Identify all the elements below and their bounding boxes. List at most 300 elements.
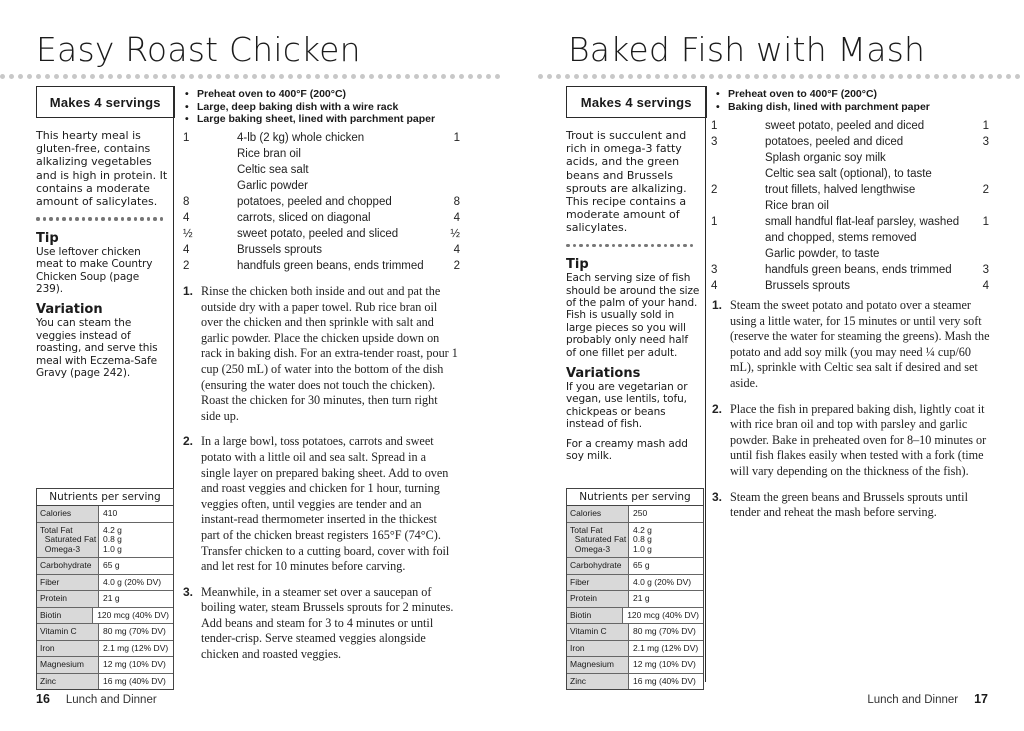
divider-dot xyxy=(683,244,687,248)
divider-dot xyxy=(952,74,957,79)
ingredient-row xyxy=(183,226,460,242)
nutrient-row xyxy=(37,608,173,625)
nutrient-value: 21 g xyxy=(103,593,120,603)
divider-dot xyxy=(754,74,759,79)
nutrient-row xyxy=(567,523,703,559)
step-number: 3. xyxy=(183,584,194,599)
divider-dot xyxy=(625,244,629,248)
method-step xyxy=(183,585,458,663)
ingredient-row xyxy=(711,198,989,214)
nutrient-value: 65 g xyxy=(103,560,120,570)
nutrient-label: Carbohydrate xyxy=(37,558,99,574)
step-number: 2. xyxy=(712,401,723,416)
divider-dot xyxy=(49,217,53,221)
nutrient-label: Carbohydrate xyxy=(567,558,629,574)
nutrient-row xyxy=(567,657,703,674)
divider-dot xyxy=(225,74,230,79)
ingredient-row xyxy=(183,258,460,274)
nutrient-row xyxy=(567,641,703,658)
ingredient-row xyxy=(711,214,989,246)
equipment-item: • Baking dish, lined with parchment paper xyxy=(714,101,930,114)
ingredient-row xyxy=(183,194,460,210)
divider-dot xyxy=(655,74,660,79)
ingredient-name: potatoes, peeled and diced xyxy=(765,136,904,148)
divider-dot xyxy=(288,74,293,79)
divider-dot xyxy=(147,217,151,221)
ingredient-name: Rice bran oil xyxy=(237,148,301,160)
ingredient-quantity: ½ xyxy=(183,228,193,240)
nutrient-label: Total Fat Saturated Fat Omega-3 xyxy=(567,523,629,558)
nutrient-row xyxy=(567,674,703,690)
divider-dot xyxy=(709,74,714,79)
divider-dot xyxy=(351,74,356,79)
divider-dot xyxy=(808,74,813,79)
divider-dot xyxy=(450,74,455,79)
method-steps xyxy=(183,284,458,673)
nutrient-row xyxy=(37,624,173,641)
divider-dot xyxy=(670,244,674,248)
divider-dot xyxy=(234,74,239,79)
nutrient-value: 16 mg (40% DV) xyxy=(103,675,166,686)
nutrient-label: Fiber xyxy=(567,575,629,591)
divider-dot xyxy=(441,74,446,79)
divider-dot xyxy=(898,74,903,79)
divider-dot xyxy=(162,74,167,79)
divider-dot xyxy=(189,74,194,79)
divider-dot xyxy=(657,244,661,248)
divider-dot xyxy=(916,74,921,79)
servings-box: Makes 4 servings xyxy=(36,86,175,118)
divider-dot xyxy=(140,217,144,221)
divider-dot xyxy=(1015,74,1020,79)
divider-dot xyxy=(36,217,40,221)
method-step xyxy=(712,298,990,392)
divider-dot xyxy=(279,74,284,79)
nutrient-value: 80 mg (70% DV) xyxy=(633,626,696,636)
nutrient-value: 2.1 mg (12% DV) xyxy=(633,642,699,653)
divider-dot xyxy=(121,217,125,221)
tip-heading: Tip xyxy=(566,257,589,273)
nutrient-label: Fiber xyxy=(37,575,99,591)
nutrient-value: 80 mg (70% DV) xyxy=(103,626,166,636)
divider-dot xyxy=(673,74,678,79)
divider-dot xyxy=(171,74,176,79)
ingredient-quantity: 2 xyxy=(183,260,190,272)
divider-dot xyxy=(108,217,112,221)
ingredient-quantity xyxy=(183,146,237,162)
divider-dot xyxy=(261,74,266,79)
page-number: 16 xyxy=(36,692,50,706)
divider-dot xyxy=(27,74,32,79)
nutrient-value: 12 mg (10% DV) xyxy=(103,659,166,669)
divider-dot xyxy=(677,244,681,248)
ingredient-name: Splash organic soy milk xyxy=(765,152,886,164)
divider-dot xyxy=(153,217,157,221)
divider-dot xyxy=(691,74,696,79)
divider-dot xyxy=(853,74,858,79)
nutrient-label: Vitamin C xyxy=(567,624,629,640)
divider-dot xyxy=(817,74,822,79)
nutrients-heading: Nutrients per serving xyxy=(37,489,173,506)
ingredient-quantity-alt xyxy=(436,162,460,178)
divider-dot xyxy=(664,74,669,79)
ingredient-quantity xyxy=(183,162,237,178)
divider-dot xyxy=(889,74,894,79)
variation-heading: Variation xyxy=(36,302,103,318)
ingredient-name: handfuls green beans, ends trimmed xyxy=(765,264,952,276)
divider-dot xyxy=(538,74,543,79)
divider-dot xyxy=(432,74,437,79)
divider-dot xyxy=(619,74,624,79)
nutrient-label: Magnesium xyxy=(37,657,99,673)
divider-dot xyxy=(628,74,633,79)
tip-heading: Tip xyxy=(36,230,59,246)
divider-dot xyxy=(114,217,118,221)
divider-dot xyxy=(1006,74,1011,79)
ingredient-row xyxy=(711,246,989,262)
divider-dot xyxy=(583,74,588,79)
nutrient-row xyxy=(37,558,173,575)
divider-dot xyxy=(727,74,732,79)
divider-dot xyxy=(459,74,464,79)
variation-text: If you are vegetarian or vegan, use lentils, tofu, chickpeas or beans instead of fish. xyxy=(566,380,688,431)
ingredient-row xyxy=(183,130,460,146)
divider-dot xyxy=(772,74,777,79)
ingredient-quantity-alt xyxy=(965,150,989,166)
divider-dot xyxy=(252,74,257,79)
divider-dot xyxy=(216,74,221,79)
sidebar-divider xyxy=(566,244,696,248)
nutrient-label: Iron xyxy=(567,641,629,657)
ingredient-row xyxy=(711,166,989,182)
ingredient-quantity-alt xyxy=(436,146,460,162)
divider-dot xyxy=(790,74,795,79)
divider-dot xyxy=(826,74,831,79)
nutrient-value: 120 mcg (40% DV) xyxy=(97,609,169,620)
divider-dot xyxy=(605,244,609,248)
divider-dot xyxy=(134,217,138,221)
divider-dot xyxy=(547,74,552,79)
divider-dot xyxy=(618,244,622,248)
divider-dot xyxy=(566,244,570,248)
nutrient-value: 4.2 g 0.8 g 1.0 g xyxy=(103,524,122,554)
ingredient-name: Rice bran oil xyxy=(765,200,829,212)
divider-dot xyxy=(324,74,329,79)
divider-dot xyxy=(333,74,338,79)
divider-dot xyxy=(342,74,347,79)
ingredient-row xyxy=(183,178,460,194)
nutrient-value: 16 mg (40% DV) xyxy=(633,675,696,686)
divider-dot xyxy=(592,74,597,79)
divider-dot xyxy=(36,74,41,79)
divider-dot xyxy=(297,74,302,79)
nutrient-row xyxy=(37,657,173,674)
nutrient-label: Total Fat Saturated Fat Omega-3 xyxy=(37,523,99,558)
divider-dot xyxy=(745,74,750,79)
ingredient-quantity-alt: 3 xyxy=(982,136,989,148)
divider-dot xyxy=(378,74,383,79)
ingredient-quantity-alt xyxy=(436,178,460,194)
intro-text: Trout is succulent and rich in omega-3 fatty acids, and the green beans and Brussels sprouts are alkalizing. This recipe contains a moderate amount of salicylates. xyxy=(566,129,687,235)
ingredient-name: sweet potato, peeled and diced xyxy=(765,120,925,132)
divider-dot xyxy=(763,74,768,79)
step-number: 1. xyxy=(183,284,194,298)
ingredient-row xyxy=(711,262,989,278)
nutrient-value: 250 xyxy=(633,508,648,518)
step-text: Steam the green beans and Brussels sprouts until tender and reheat the mash before serving. xyxy=(730,489,968,520)
divider-dot xyxy=(387,74,392,79)
ingredient-quantity-alt: 1 xyxy=(453,132,460,144)
sidebar-divider xyxy=(36,217,166,221)
ingredient-quantity-alt xyxy=(965,198,989,214)
nutrient-label: Calories xyxy=(37,506,99,522)
ingredient-row xyxy=(183,146,460,162)
page-number: 17 xyxy=(974,692,988,706)
page-footer xyxy=(36,692,157,706)
nutrient-row xyxy=(37,641,173,658)
nutrient-label: Zinc xyxy=(567,674,629,690)
divider-dot xyxy=(486,74,491,79)
ingredient-row xyxy=(711,278,989,294)
section-name: Lunch and Dinner xyxy=(867,694,959,706)
method-step xyxy=(712,402,990,480)
step-text: Steam the sweet potato and potato over a steamer using a little water, for 15 minutes or until very soft (reserve the water for steaming the greens). Mash the potato and add soy milk (you may need ¼ cup/60 mL), sprinkle with Celtic sea salt if desired and set aside. xyxy=(730,298,990,390)
ingredient-name: carrots, sliced on diagonal xyxy=(237,212,371,224)
divider-dot xyxy=(127,217,131,221)
divider-dot xyxy=(979,74,984,79)
divider-dot xyxy=(18,74,23,79)
nutrient-row xyxy=(37,591,173,608)
divider-dot xyxy=(108,74,113,79)
divider-dot xyxy=(565,74,570,79)
nutrients-table xyxy=(36,488,174,690)
divider-dot xyxy=(880,74,885,79)
divider-dot xyxy=(56,217,60,221)
step-text: Meanwhile, in a steamer set over a saucepan of boiling water, steam Brussels sprouts for 2 minutes. Add beans and steam for 3 to 4 minutes or until tender-crisp. Serve steamed veggies alongside chicken and roasted veggies. xyxy=(201,584,454,662)
divider-dot xyxy=(637,74,642,79)
divider-dot xyxy=(423,74,428,79)
divider-dot xyxy=(88,217,92,221)
divider-dot xyxy=(736,74,741,79)
divider-dot xyxy=(961,74,966,79)
ingredient-quantity-alt: 1 xyxy=(982,216,989,228)
page-footer xyxy=(867,692,988,706)
equipment-list xyxy=(183,88,435,126)
divider-dot xyxy=(495,74,500,79)
divider-dot xyxy=(306,74,311,79)
divider-dot xyxy=(9,74,14,79)
divider-dot xyxy=(835,74,840,79)
ingredient-name: Celtic sea salt xyxy=(237,164,309,176)
divider-dot xyxy=(243,74,248,79)
divider-dot xyxy=(126,74,131,79)
nutrient-label: Zinc xyxy=(37,674,99,690)
ingredient-name: handfuls green beans, ends trimmed xyxy=(237,260,424,272)
divider-dot xyxy=(862,74,867,79)
ingredient-name: small handful flat-leaf parsley, washed and chopped, stems removed xyxy=(765,216,960,244)
equipment-item: • Preheat oven to 400°F (200°C) xyxy=(714,88,930,101)
ingredient-quantity-alt: 4 xyxy=(453,212,460,224)
nutrient-label: Biotin xyxy=(37,608,93,624)
ingredient-quantity: 2 xyxy=(711,184,718,196)
method-step xyxy=(183,434,458,574)
divider-dot xyxy=(690,244,694,248)
ingredient-quantity-alt: 1 xyxy=(982,120,989,132)
ingredient-quantity-alt: ½ xyxy=(450,228,460,240)
divider-dot xyxy=(844,74,849,79)
ingredient-name: trout fillets, halved lengthwise xyxy=(765,184,916,196)
ingredient-name: Celtic sea salt (optional), to taste xyxy=(765,168,932,180)
step-number: 2. xyxy=(183,434,194,449)
nutrient-value: 65 g xyxy=(633,560,650,570)
ingredient-quantity xyxy=(711,150,765,166)
ingredient-quantity-alt: 2 xyxy=(982,184,989,196)
divider-dot xyxy=(135,74,140,79)
divider-dot xyxy=(405,74,410,79)
ingredient-name: 4-lb (2 kg) whole chicken xyxy=(237,132,365,144)
divider-dot xyxy=(117,74,122,79)
ingredient-row xyxy=(183,162,460,178)
divider-dot xyxy=(871,74,876,79)
divider-dot xyxy=(54,74,59,79)
divider-dot xyxy=(198,74,203,79)
step-number: 3. xyxy=(712,489,723,504)
nutrient-label: Biotin xyxy=(567,608,623,624)
divider-dot xyxy=(82,217,86,221)
equipment-item: • Large, deep baking dish with a wire rack xyxy=(183,101,435,114)
method-step xyxy=(712,490,990,521)
divider-dot xyxy=(144,74,149,79)
step-number: 1. xyxy=(712,298,723,312)
divider-dot xyxy=(799,74,804,79)
divider-dot xyxy=(586,244,590,248)
nutrient-value: 410 xyxy=(103,508,118,518)
ingredient-name: Garlic powder xyxy=(237,180,308,192)
tip-text: Each serving size of fish should be around the size of the palm of your hand. Fish is usually sold in large pieces so you will probably only need half of one fillet per adult. xyxy=(566,272,700,359)
nutrient-value: 2.1 mg (12% DV) xyxy=(103,642,169,653)
ingredient-quantity: 4 xyxy=(183,212,190,224)
ingredient-quantity-alt: 8 xyxy=(453,196,460,208)
page-title: Easy Roast Chicken xyxy=(36,30,361,69)
nutrient-row xyxy=(567,624,703,641)
ingredient-quantity xyxy=(711,246,765,262)
divider-dot xyxy=(631,244,635,248)
tip-text: Use leftover chicken meat to make Country Chicken Soup (page 239). xyxy=(36,245,153,295)
divider-dot xyxy=(75,217,79,221)
divider-dot xyxy=(644,244,648,248)
divider-dot xyxy=(700,74,705,79)
divider-dot xyxy=(72,74,77,79)
nutrient-value: 4.0 g (20% DV) xyxy=(633,576,692,587)
divider-dot xyxy=(95,217,99,221)
divider-dot xyxy=(579,244,583,248)
ingredient-quantity-alt: 4 xyxy=(982,280,989,292)
ingredients-list xyxy=(183,130,460,274)
divider-dot xyxy=(943,74,948,79)
ingredient-quantity-alt: 4 xyxy=(453,244,460,256)
divider-dot xyxy=(907,74,912,79)
title-divider xyxy=(538,72,1024,80)
divider-dot xyxy=(360,74,365,79)
nutrient-row xyxy=(37,575,173,592)
ingredients-list xyxy=(711,118,989,294)
ingredient-quantity: 4 xyxy=(183,244,190,256)
divider-dot xyxy=(599,244,603,248)
page-title: Baked Fish with Mash xyxy=(568,30,926,69)
divider-dot xyxy=(101,217,105,221)
divider-dot xyxy=(934,74,939,79)
ingredient-row xyxy=(711,182,989,198)
divider-dot xyxy=(153,74,158,79)
divider-dot xyxy=(610,74,615,79)
variation-heading: Variations xyxy=(566,365,641,381)
nutrient-row xyxy=(567,506,703,523)
method-steps xyxy=(712,298,990,531)
ingredient-quantity-alt xyxy=(965,166,989,182)
divider-dot xyxy=(664,244,668,248)
method-step xyxy=(183,284,458,424)
equipment-list xyxy=(714,88,930,113)
nutrients-table xyxy=(566,488,704,690)
step-text: Place the fish in prepared baking dish, lightly coat it with rice bran oil and top with parsley and garlic powder. Bake in preheated oven for 8–10 minutes or until fish flakes easily when tested with a fork (time will vary depending on the thickness of the fish). xyxy=(730,401,987,478)
nutrient-row xyxy=(37,506,173,523)
ingredient-name: sweet potato, peeled and sliced xyxy=(237,228,399,240)
ingredient-name: Brussels sprouts xyxy=(237,244,323,256)
divider-dot xyxy=(592,244,596,248)
intro-text: This hearty meal is gluten-free, contains alkalizing vegetables and is high in protein. It contains a moderate amount of salicylates. xyxy=(36,129,168,209)
divider-dot xyxy=(207,74,212,79)
section-name: Lunch and Dinner xyxy=(65,694,157,706)
nutrients-heading: Nutrients per serving xyxy=(567,489,703,506)
servings-box: Makes 4 servings xyxy=(566,86,707,118)
divider-dot xyxy=(160,217,164,221)
nutrient-row xyxy=(37,674,173,690)
nutrient-value: 4.2 g 0.8 g 1.0 g xyxy=(633,524,652,554)
variation-text-2: For a creamy mash add soy milk. xyxy=(566,437,688,462)
divider-dot xyxy=(180,74,185,79)
divider-dot xyxy=(988,74,993,79)
divider-dot xyxy=(601,74,606,79)
divider-dot xyxy=(315,74,320,79)
nutrient-value: 120 mcg (40% DV) xyxy=(627,609,699,620)
step-text: In a large bowl, toss potatoes, carrots and sweet potato with a little oil and sea salt. Spread in a single layer on prepared baking sheet. Add to oven and roast veggies and chicken for 1 hour, turning veggies often, until veggies are tender and an instant-read thermometer inserted in the thickest part of the chicken breast registers 165°F (74°C). Transfer chicken to a cutting board, cover with foil and let rest for 10 minutes before carving. xyxy=(201,434,450,574)
ingredient-quantity xyxy=(711,166,765,182)
variation-text: You can steam the veggies instead of roasting, and serve this meal with Eczema-Safe Gravy (page 242). xyxy=(36,317,158,379)
ingredient-quantity: 4 xyxy=(711,280,718,292)
divider-dot xyxy=(970,74,975,79)
divider-dot xyxy=(718,74,723,79)
ingredient-quantity: 8 xyxy=(183,196,190,208)
ingredient-quantity xyxy=(711,198,765,214)
ingredient-row xyxy=(711,134,989,150)
divider-dot xyxy=(638,244,642,248)
step-text: Rinse the chicken both inside and out and pat the outside dry with a paper towel. Rub rice bran oil over the chicken and then sprinkle with salt and garlic powder. Place the chicken upside down on rack in baking dish. For an extra-tender roast, pour 1 cup (250 mL) of water into the bottom of the dish (ensuring the water does not touch the chicken). Roast the chicken for 30 minutes, then turn right side up. xyxy=(201,284,458,423)
nutrient-label: Iron xyxy=(37,641,99,657)
ingredient-quantity: 3 xyxy=(711,136,718,148)
ingredient-quantity: 1 xyxy=(183,132,190,144)
divider-dot xyxy=(477,74,482,79)
divider-dot xyxy=(81,74,86,79)
ingredient-quantity: 1 xyxy=(711,216,718,228)
divider-dot xyxy=(369,74,374,79)
divider-dot xyxy=(682,74,687,79)
nutrient-value: 12 mg (10% DV) xyxy=(633,659,696,669)
divider-dot xyxy=(556,74,561,79)
divider-dot xyxy=(0,74,5,79)
divider-dot xyxy=(468,74,473,79)
nutrient-value: 4.0 g (20% DV) xyxy=(103,576,162,587)
nutrient-row xyxy=(567,575,703,592)
